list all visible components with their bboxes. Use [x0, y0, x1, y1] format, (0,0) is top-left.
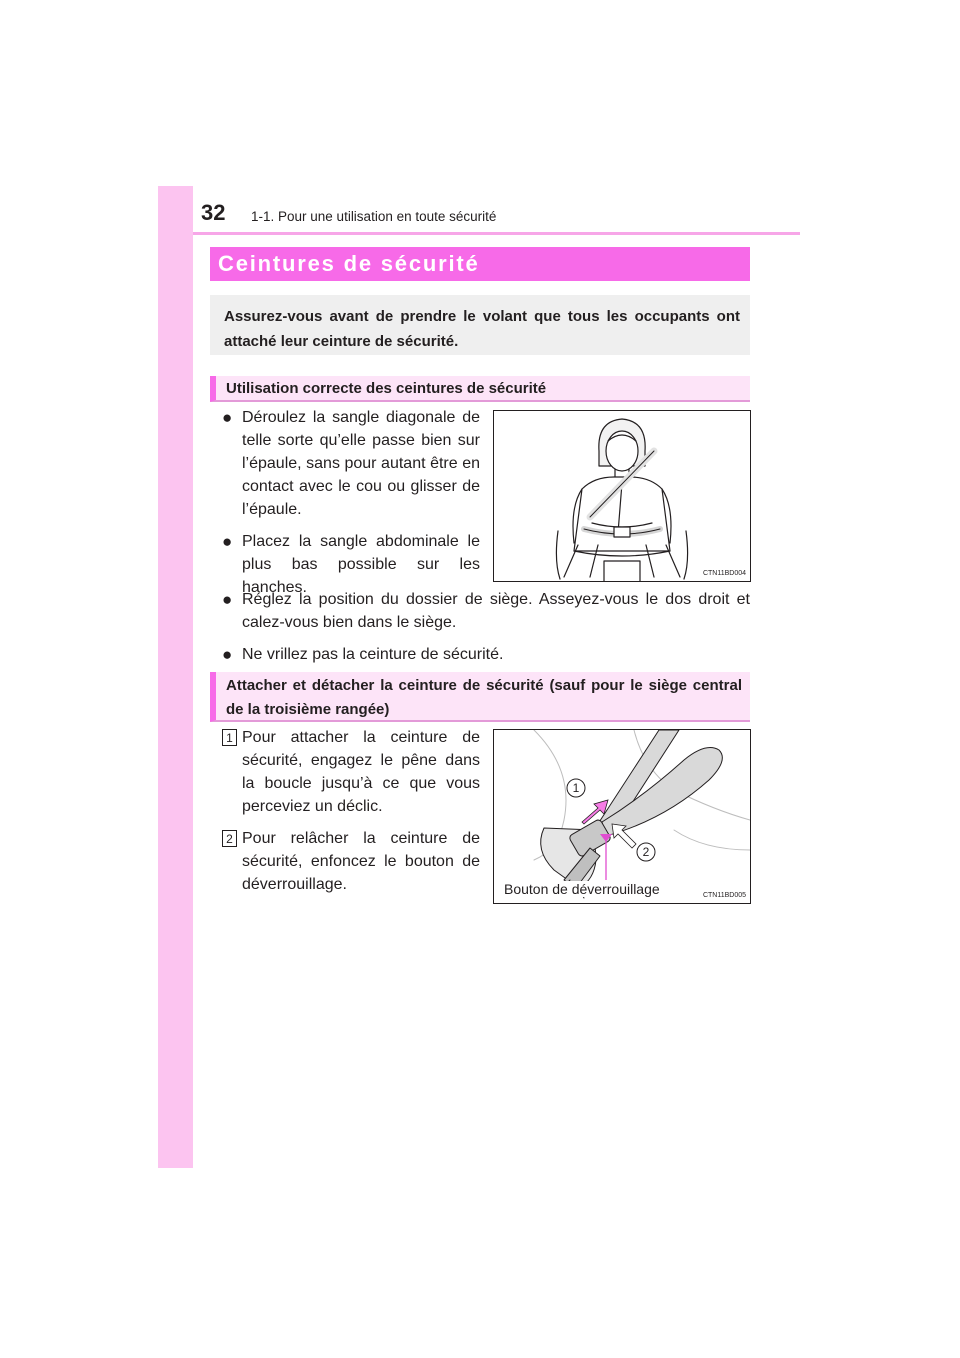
intro-box: Assurez-vous avant de prendre le volant que tous les occupants ont attaché leur ceinture de sécurité. [210, 295, 750, 355]
buckle-figure [493, 729, 751, 904]
page-title: Ceintures de sécurité [210, 247, 750, 281]
correct-use-heading: Utilisation correcte des ceintures de sécurité [210, 376, 750, 402]
step-item [222, 827, 480, 896]
step-text: Pour attacher la ceinture de sécurité, engagez le pêne dans la boucle jusqu’à ce que vous perceviez un déclic. [242, 729, 480, 815]
correct-use-bullets [222, 406, 480, 608]
chapter-side-band [158, 186, 193, 1168]
correct-use-bullets-full [222, 588, 750, 675]
bullet-item: ● Ne vrillez pas la ceinture de sécurité. [222, 643, 750, 666]
bullet-item: ● Déroulez la sangle diagonale de telle sorte qu’elle passe bien sur l’épaule, sans pour autant être en contact avec le cou ou glisser de l’épaule. [222, 406, 480, 521]
figure-code: CTN11BD004 [702, 570, 746, 577]
step-number: 2 [222, 830, 237, 847]
step-text: Pour relâcher la ceinture de sécurité, enfoncez le bouton de déverrouillage. [242, 830, 480, 893]
fasten-heading: Attacher et détacher la ceinture de sécurité (sauf pour le siège central de la troisième rangée) [210, 672, 750, 722]
figure-code: CTN11BD005 [702, 892, 746, 899]
step-number: 1 [222, 729, 237, 746]
seated-occupant-illustration [494, 411, 750, 581]
seated-occupant-figure [493, 410, 751, 582]
buckle-illustration [494, 730, 750, 903]
header-rule [193, 232, 800, 235]
section-title: 1-1. Pour une utilisation en toute sécurité [251, 209, 497, 224]
marker-2-label: 2 [642, 845, 650, 859]
bullet-item: ● Réglez la position du dossier de siège. Asseyez-vous le dos droit et calez-vous bien dans le siège. [222, 588, 750, 634]
step-item [222, 726, 480, 818]
fasten-steps [222, 726, 480, 905]
marker-1-label: 1 [572, 781, 580, 795]
release-button-label: Bouton de déverrouillage [504, 881, 660, 897]
page-number: 32 [201, 200, 226, 225]
bullet-item: ● Placez la sangle abdominale le plus bas possible sur les hanches. [222, 530, 480, 599]
